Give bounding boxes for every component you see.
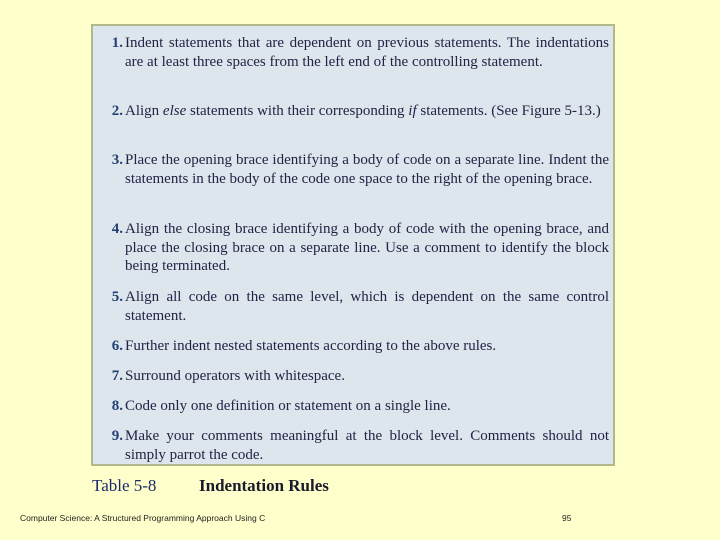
rule-number: 6.	[111, 338, 123, 354]
rules-table	[91, 24, 615, 466]
rule-number: 3.	[111, 152, 123, 168]
rule-number: 9.	[111, 428, 123, 444]
rule-text: Align the closing brace identifying a body of code with the opening brace, and place the closing brace on a separate line. Use a comment to identify the block being terminated.	[125, 221, 609, 275]
rule-number: 5.	[111, 289, 123, 305]
rule-text-italic: else	[162, 103, 187, 119]
rule-text	[125, 102, 609, 121]
rule-text-italic: if	[408, 103, 417, 119]
rule-text-part: Align	[125, 103, 163, 119]
rule-number: 8.	[111, 398, 123, 414]
rule-number: 7.	[111, 368, 123, 384]
footer-page-number: 95	[562, 513, 572, 523]
rule-number: 2.	[111, 103, 123, 119]
rule-text: Further indent nested statements according to the above rules.	[125, 338, 497, 354]
rule-text: Surround operators with whitespace.	[125, 368, 345, 384]
table-caption-title: Indentation Rules	[199, 476, 329, 495]
rule-text-part: statements. (See Figure 5-13.)	[416, 103, 601, 119]
rule-number: 1.	[111, 35, 123, 51]
rule-text: Make your comments meaningful at the block level. Comments should not simply parrot the code.	[125, 428, 609, 463]
rule-text-part: statements with their corresponding	[186, 103, 409, 119]
rule-text: Place the opening brace identifying a body of code on a separate line. Indent the statements in the body of the code one space to the right of the opening brace.	[125, 152, 609, 187]
footer-book-title: Computer Science: A Structured Programming Approach Using C	[20, 513, 266, 523]
rule-number: 4.	[111, 221, 123, 237]
rule-text: Indent statements that are dependent on previous statements. The indentations are at least three spaces from the left end of the controlling statement.	[125, 35, 609, 70]
rule-text: Align all code on the same level, which is dependent on the same control statement.	[125, 289, 609, 324]
table-caption-label: Table 5-8	[92, 476, 157, 495]
rule-text: Code only one definition or statement on a single line.	[125, 398, 451, 414]
